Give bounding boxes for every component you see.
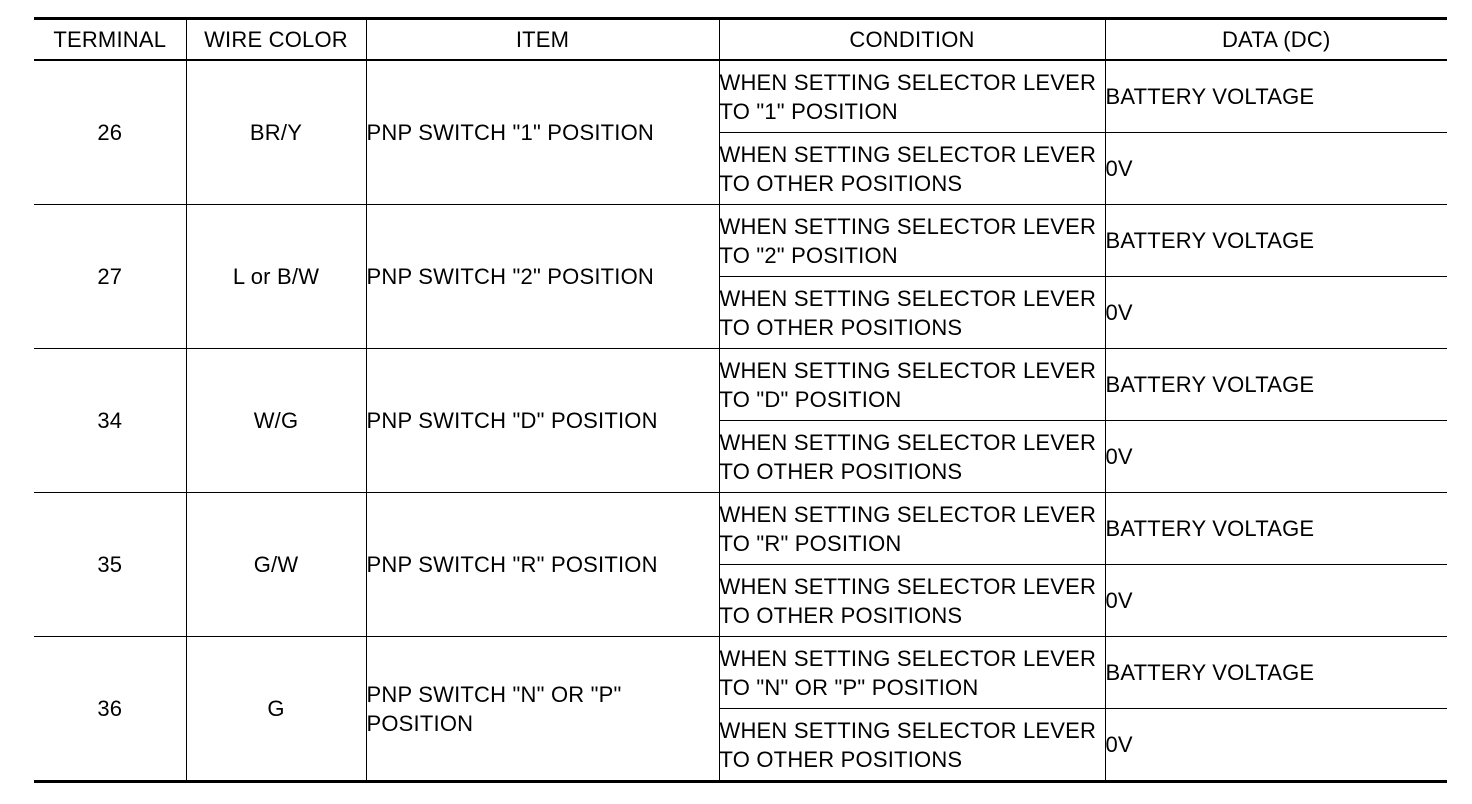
wire-color-cell: W/G: [186, 349, 366, 493]
data-cell: BATTERY VOLTAGE: [1105, 349, 1447, 421]
terminal-data-table: [34, 17, 1447, 783]
condition-cell: WHEN SETTING SELECTOR LEVER TO "D" POSITION: [719, 349, 1105, 421]
table-row: [34, 205, 1447, 277]
header-wire-color: WIRE COLOR: [186, 19, 366, 61]
condition-cell: WHEN SETTING SELECTOR LEVER TO OTHER POSITIONS: [719, 709, 1105, 782]
condition-cell: WHEN SETTING SELECTOR LEVER TO OTHER POSITIONS: [719, 277, 1105, 349]
item-cell: PNP SWITCH "R" POSITION: [366, 493, 719, 637]
condition-cell: WHEN SETTING SELECTOR LEVER TO "R" POSITION: [719, 493, 1105, 565]
table-row: [34, 60, 1447, 133]
terminal-cell: 26: [34, 60, 186, 205]
terminal-cell: 35: [34, 493, 186, 637]
terminal-cell: 36: [34, 637, 186, 782]
table-row: [34, 637, 1447, 709]
data-cell: 0V: [1105, 133, 1447, 205]
header-data: DATA (DC): [1105, 19, 1447, 61]
item-cell: PNP SWITCH "1" POSITION: [366, 60, 719, 205]
item-cell: PNP SWITCH "2" POSITION: [366, 205, 719, 349]
header-condition: CONDITION: [719, 19, 1105, 61]
table-row: [34, 349, 1447, 421]
data-cell: 0V: [1105, 277, 1447, 349]
item-cell: PNP SWITCH "D" POSITION: [366, 349, 719, 493]
data-cell: 0V: [1105, 565, 1447, 637]
header-item: ITEM: [366, 19, 719, 61]
header-row: [34, 19, 1447, 61]
condition-cell: WHEN SETTING SELECTOR LEVER TO "N" OR "P" POSITION: [719, 637, 1105, 709]
condition-cell: WHEN SETTING SELECTOR LEVER TO OTHER POSITIONS: [719, 133, 1105, 205]
data-cell: 0V: [1105, 421, 1447, 493]
item-cell: PNP SWITCH "N" OR "P" POSITION: [366, 637, 719, 782]
data-cell: BATTERY VOLTAGE: [1105, 205, 1447, 277]
wire-color-cell: G: [186, 637, 366, 782]
wire-color-cell: L or B/W: [186, 205, 366, 349]
data-cell: BATTERY VOLTAGE: [1105, 60, 1447, 133]
wire-color-cell: G/W: [186, 493, 366, 637]
terminal-cell: 34: [34, 349, 186, 493]
wire-color-cell: BR/Y: [186, 60, 366, 205]
condition-cell: WHEN SETTING SELECTOR LEVER TO "1" POSITION: [719, 60, 1105, 133]
data-cell: BATTERY VOLTAGE: [1105, 493, 1447, 565]
condition-cell: WHEN SETTING SELECTOR LEVER TO OTHER POSITIONS: [719, 565, 1105, 637]
table-row: [34, 493, 1447, 565]
condition-cell: WHEN SETTING SELECTOR LEVER TO "2" POSITION: [719, 205, 1105, 277]
condition-cell: WHEN SETTING SELECTOR LEVER TO OTHER POSITIONS: [719, 421, 1105, 493]
terminal-cell: 27: [34, 205, 186, 349]
data-cell: BATTERY VOLTAGE: [1105, 637, 1447, 709]
header-terminal: TERMINAL: [34, 19, 186, 61]
data-cell: 0V: [1105, 709, 1447, 782]
